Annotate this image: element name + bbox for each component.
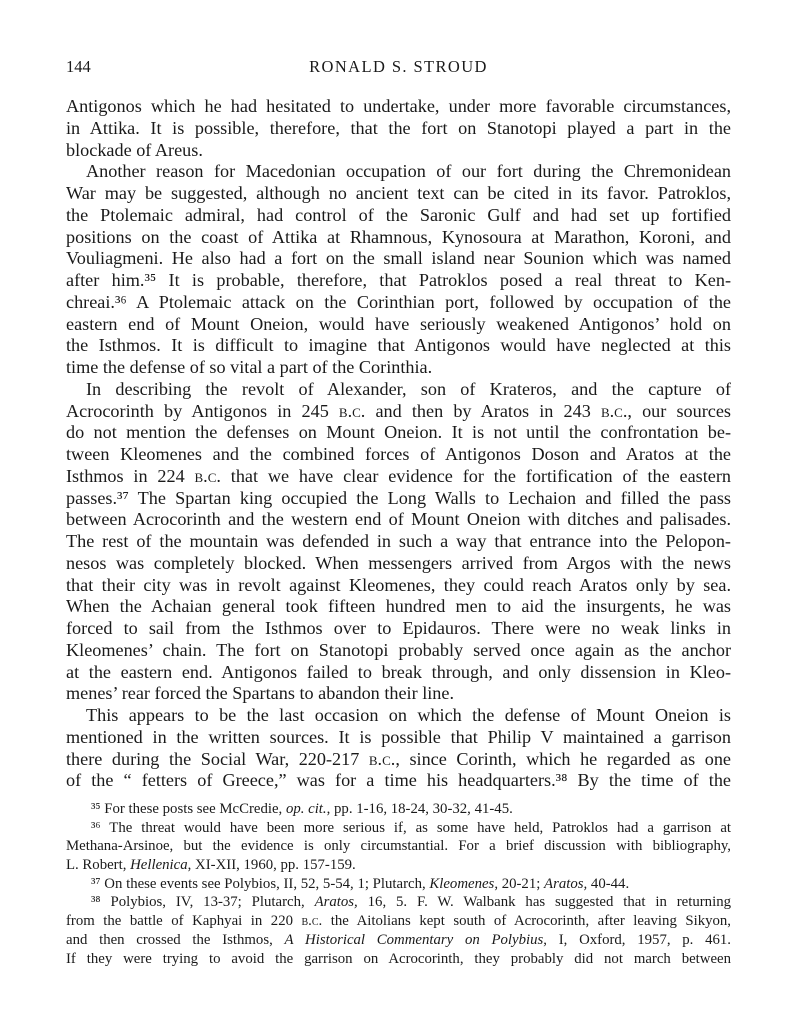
text-line: there during the Social War, 220-217 b.c., since Corinth, which he regarded as one bbox=[66, 748, 731, 769]
page-header bbox=[66, 57, 731, 83]
text-line: mentioned in the written sources. It is possible that Philip V maintained a garrison bbox=[66, 726, 731, 747]
text-line: chreai.³⁶ A Ptolemaic attack on the Corinthian port, followed by occupation of the bbox=[66, 291, 731, 312]
footnote-line: ³⁵ For these posts see McCredie, op. cit., pp. 1-16, 18-24, 30-32, 41-45. bbox=[91, 801, 513, 817]
footnotes bbox=[66, 800, 731, 968]
text-line: Vouliagmeni. He also had a fort on the small island near Sounion which was named bbox=[66, 248, 731, 269]
text-line: time the defense of so vital a part of the Corinthia. bbox=[66, 357, 433, 377]
text-line: Antigonos which he had hesitated to undertake, under more favorable circumstances, bbox=[66, 96, 731, 116]
footnote-line: from the battle of Kaphyai in 220 b.c. the Aitolians kept south of Acrocorinth, after leaving Sikyon, bbox=[66, 913, 731, 930]
text-line: after him.³⁵ It is probable, therefore, that Patroklos posed a real threat to Ken- bbox=[66, 270, 731, 290]
footnote-line: and then crossed the Isthmos, A Historical Commentary on Polybius, I, Oxford, 1957, p. 461. bbox=[66, 931, 731, 948]
text-line: Another reason for Macedonian occupation of our fort during the Chremonidean bbox=[86, 161, 731, 182]
text-line: the Ptolemaic admiral, had control of the Saronic Gulf and had set up fortified bbox=[66, 204, 731, 225]
footnote-line: Methana-Arsinoe, but the evidence is only circumstantial. For a brief discussion with bibliography, bbox=[66, 838, 731, 855]
footnote-line: If they were trying to avoid the garrison on Acrocorinth, they probably did not march between bbox=[66, 950, 731, 967]
footnote-line: L. Robert, Hellenica, XI-XII, 1960, pp. 157-159. bbox=[66, 857, 356, 874]
text-line: between Acrocorinth and the western end of Mount Oneion with ditches and palisades. bbox=[66, 509, 731, 530]
page-number: 144 bbox=[66, 57, 91, 76]
text-line: War may be suggested, although no ancient text can be cited in its favor. Patroklos, bbox=[66, 183, 731, 203]
text-line: the Isthmos. It is difficult to imagine that Antigonos would have neglected at this bbox=[66, 335, 731, 356]
text-line: When the Achaian general took fifteen hundred men to aid the insurgents, he was bbox=[66, 596, 731, 617]
text-line: positions on the coast of Attika at Rhamnous, Kynosoura at Marathon, Koroni, and bbox=[66, 226, 731, 247]
text-line: passes.³⁷ The Spartan king occupied the Long Walls to Lechaion and filled the pass bbox=[66, 487, 731, 508]
footnote-line: ³⁷ On these events see Polybios, II, 52, 5-54, 1; Plutarch, Kleomenes, 20-21; Aratos, 40-44. bbox=[91, 875, 630, 892]
text-line: The rest of the mountain was defended in such a way that entrance into the Pelopon- bbox=[66, 531, 731, 551]
text-line: blockade of Areus. bbox=[66, 139, 203, 160]
text-line: in Attika. It is possible, therefore, that the fort on Stanotopi played a part in the bbox=[66, 117, 731, 138]
text-line: menes’ rear forced the Spartans to abandon their line. bbox=[66, 683, 455, 704]
text-line: at the eastern end. Antigonos failed to break through, and only dissension in Kleo- bbox=[66, 661, 731, 682]
footnote-line: ³⁸ Polybios, IV, 13-37; Plutarch, Aratos, 16, 5. F. W. Walbank has suggested that in returning bbox=[91, 894, 731, 911]
text-line: forced to sail from the Isthmos over to Epidauros. There were no weak links in bbox=[66, 618, 731, 638]
text-line: In describing the revolt of Alexander, son of Krateros, and the capture of bbox=[86, 378, 731, 399]
footnote-line: ³⁶ The threat would have been more serious if, as some have held, Patroklos had a garrison at bbox=[91, 819, 731, 836]
text-line: This appears to be the last occasion on which the defense of Mount Oneion is bbox=[86, 705, 731, 725]
text-line: Kleomenes’ chain. The fort on Stanotopi probably served once again as the anchor bbox=[66, 639, 731, 660]
text-line: eastern end of Mount Oneion, would have seriously weakened Antigonos’ hold on bbox=[66, 313, 731, 334]
text-line: nesos was completely blocked. When messengers arrived from Argos with the news bbox=[66, 552, 731, 573]
running-head: RONALD S. STROUD bbox=[309, 57, 488, 76]
text-line: Isthmos in 224 b.c. that we have clear evidence for the fortification of the eastern bbox=[66, 465, 731, 486]
text-line: Acrocorinth by Antigonos in 245 b.c. and then by Aratos in 243 b.c., our sources bbox=[66, 400, 731, 421]
text-line: that their city was in revolt against Kleomenes, they could reach Aratos only by sea. bbox=[66, 574, 731, 595]
text-line: tween Kleomenes and the combined forces of Antigonos Doson and Aratos at the bbox=[66, 444, 731, 464]
text-line: do not mention the defenses on Mount Oneion. It is not until the confrontation be- bbox=[66, 422, 731, 443]
text-line: of the “ fetters of Greece,” was for a time his headquarters.³⁸ By the time of the bbox=[66, 770, 731, 791]
main-text bbox=[66, 96, 731, 792]
